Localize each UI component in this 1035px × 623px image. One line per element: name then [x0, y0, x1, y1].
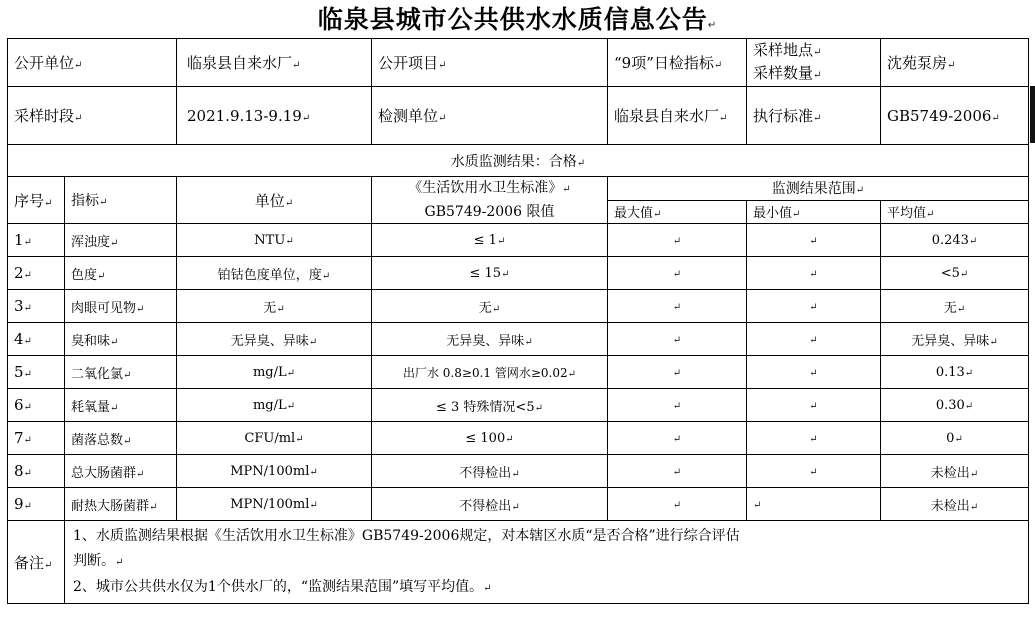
row-limit: 不得检出↵: [372, 488, 608, 521]
header-row-2: [8, 87, 1029, 145]
row-min: ↵: [747, 290, 881, 323]
row-max: ↵: [608, 422, 747, 455]
col-unit: 单位↵: [177, 177, 372, 224]
item-label: 公开项目↵: [372, 39, 608, 87]
row-unit: mg/L↵: [177, 356, 372, 389]
col-max: 最大值↵: [608, 200, 747, 224]
table-row: [8, 455, 1029, 488]
notes-label: 备注↵: [8, 521, 65, 604]
row-indicator: 耐热大肠菌群↵: [65, 488, 177, 521]
row-index: 9↵: [8, 488, 65, 521]
result-row: [8, 145, 1029, 177]
notes-text: [65, 521, 1029, 604]
row-index: 2↵: [8, 257, 65, 290]
test-unit-value: 临泉县自来水厂↵: [608, 87, 747, 145]
row-index: 7↵: [8, 422, 65, 455]
row-limit: ≤ 15↵: [372, 257, 608, 290]
row-min: ↵: [747, 488, 881, 521]
row-indicator: 耗氧量↵: [65, 389, 177, 422]
row-max: ↵: [608, 323, 747, 356]
row-avg: 无异臭、异味↵: [881, 323, 1029, 356]
row-indicator: 菌落总数↵: [65, 422, 177, 455]
row-index: 5↵: [8, 356, 65, 389]
notes-row: [8, 521, 1029, 604]
row-max: ↵: [608, 455, 747, 488]
row-limit: ≤ 1↵: [372, 224, 608, 257]
row-min: ↵: [747, 257, 881, 290]
site-value: 沈苑泵房↵: [881, 39, 1029, 87]
col-range: 监测结果范围↵: [608, 177, 1029, 201]
row-min: ↵: [747, 224, 881, 257]
row-indicator: 肉眼可见物↵: [65, 290, 177, 323]
row-max: ↵: [608, 389, 747, 422]
water-quality-table: [7, 38, 1029, 604]
standard-label: 执行标准↵: [747, 87, 881, 145]
row-min: ↵: [747, 323, 881, 356]
row-limit: ≤ 3 特殊情况<5↵: [372, 389, 608, 422]
col-index: 序号↵: [8, 177, 65, 224]
row-avg: 0↵: [881, 422, 1029, 455]
note-line-2: 2、城市公共供水仅为1个供水厂的，“监测结果范围”填写平均值。↵: [73, 578, 492, 595]
row-min: ↵: [747, 356, 881, 389]
row-avg: 未检出↵: [881, 488, 1029, 521]
period-value: 2021.9.13-9.19↵: [177, 87, 372, 145]
header-row-1: [8, 39, 1029, 87]
row-unit: MPN/100ml↵: [177, 455, 372, 488]
row-indicator: 臭和味↵: [65, 323, 177, 356]
row-unit: MPN/100ml↵: [177, 488, 372, 521]
row-indicator: 总大肠菌群↵: [65, 455, 177, 488]
row-max: ↵: [608, 257, 747, 290]
site-label: 采样地点↵ 采样数量↵: [747, 39, 881, 87]
row-avg: 0.13↵: [881, 356, 1029, 389]
row-unit: 铂钴色度单位，度↵: [177, 257, 372, 290]
note-line-1: 1、水质监测结果根据《生活饮用水卫生标准》GB5749-2006规定，对本辖区水质“是否合格”进行综合评估: [73, 527, 740, 544]
row-index: 1↵: [8, 224, 65, 257]
col-min: 最小值↵: [747, 200, 881, 224]
note-line-1b: 判断。↵: [73, 552, 124, 569]
col-indicator: 指标↵: [65, 177, 177, 224]
row-indicator: 色度↵: [65, 257, 177, 290]
page-title: 临泉县城市公共供水水质信息公告↵: [317, 5, 718, 34]
table-row: [8, 323, 1029, 356]
row-limit: 无异臭、异味↵: [372, 323, 608, 356]
table-row: [8, 257, 1029, 290]
row-indicator: 浑浊度↵: [65, 224, 177, 257]
result-line: 水质监测结果：合格↵: [8, 145, 1029, 177]
period-label: 采样时段↵: [8, 87, 177, 145]
unit-label: 公开单位↵: [8, 39, 177, 87]
row-index: 4↵: [8, 323, 65, 356]
row-avg: 0.243↵: [881, 224, 1029, 257]
row-min: ↵: [747, 455, 881, 488]
table-row: [8, 389, 1029, 422]
item-value: “9项”日检指标↵: [608, 39, 747, 87]
row-avg: 未检出↵: [881, 455, 1029, 488]
table-row: [8, 422, 1029, 455]
table-row: [8, 224, 1029, 257]
row-max: ↵: [608, 356, 747, 389]
row-limit: 无↵: [372, 290, 608, 323]
table-row: [8, 290, 1029, 323]
standard-value: GB5749-2006↵: [881, 87, 1029, 145]
col-limit: 《生活饮用水卫生标准》↵ GB5749-2006 限值: [372, 177, 608, 224]
row-max: ↵: [608, 290, 747, 323]
row-limit: 出厂水 0.8≥0.1 管网水≥0.02↵: [372, 356, 608, 389]
row-limit: ≤ 100↵: [372, 422, 608, 455]
row-index: 3↵: [8, 290, 65, 323]
row-avg: 无↵: [881, 290, 1029, 323]
row-indicator: 二氧化氯↵: [65, 356, 177, 389]
test-unit-label: 检测单位↵: [372, 87, 608, 145]
row-limit: 不得检出↵: [372, 455, 608, 488]
table-row: [8, 488, 1029, 521]
row-unit: 无↵: [177, 290, 372, 323]
row-unit: CFU/ml↵: [177, 422, 372, 455]
row-min: ↵: [747, 389, 881, 422]
row-avg: 0.30↵: [881, 389, 1029, 422]
right-edge-bar: [1030, 86, 1035, 143]
column-header-row-1: [8, 177, 1029, 201]
col-avg: 平均值↵: [881, 200, 1029, 224]
row-unit: 无异臭、异味↵: [177, 323, 372, 356]
row-unit: NTU↵: [177, 224, 372, 257]
row-min: ↵: [747, 422, 881, 455]
table-row: [8, 356, 1029, 389]
row-avg: <5↵: [881, 257, 1029, 290]
row-unit: mg/L↵: [177, 389, 372, 422]
row-index: 8↵: [8, 455, 65, 488]
row-max: ↵: [608, 224, 747, 257]
unit-value: 临泉县自来水厂↵: [177, 39, 372, 87]
row-max: ↵: [608, 488, 747, 521]
row-index: 6↵: [8, 389, 65, 422]
